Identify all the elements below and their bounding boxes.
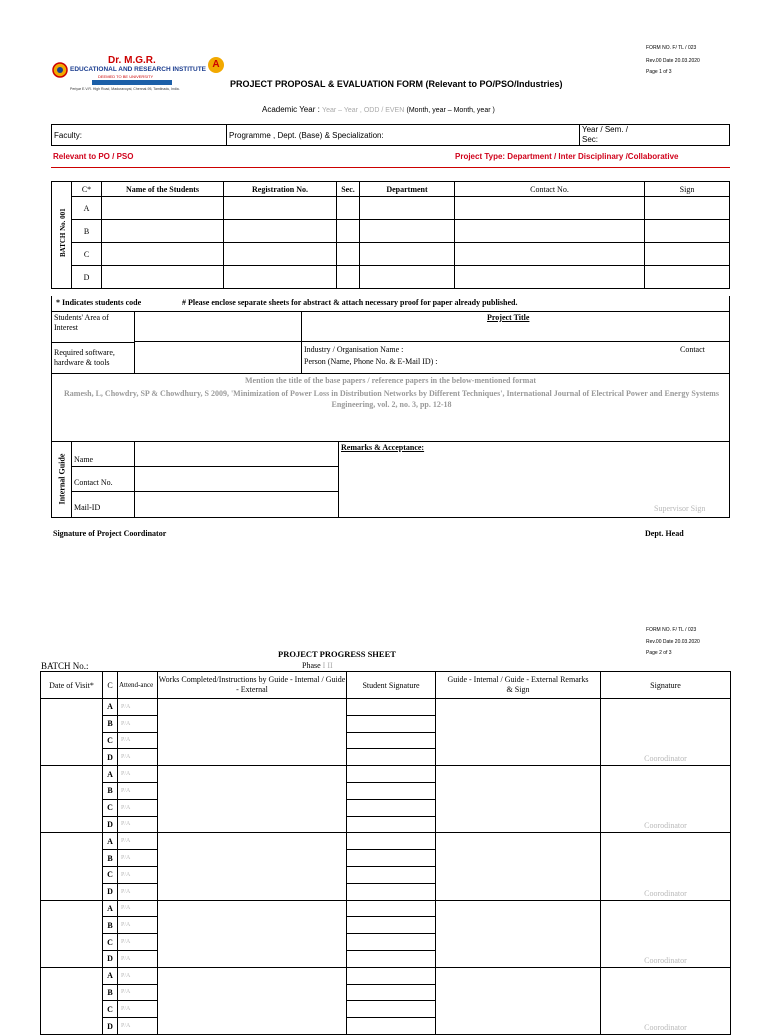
student-name-a[interactable] [102, 197, 224, 220]
reg-no-a[interactable] [224, 197, 337, 220]
reference-box [51, 374, 730, 442]
student-signature-cell[interactable] [347, 967, 436, 984]
guide-box [51, 442, 730, 518]
form-revision-p2: Rev.00 Date 20.03.2020 [646, 639, 700, 645]
header-student-signature: Student Signature [347, 672, 436, 699]
required-sw-input[interactable] [134, 342, 302, 373]
sign-b[interactable] [645, 220, 730, 243]
reg-no-c[interactable] [224, 243, 337, 266]
reference-example: Ramesh, L, Chowdry, SP & Chowdhury, S 2009, 'Minimization of Power Loss in Distribution Networks by Different Techniques', International Journal of Electrical Power and Energy Systems Engineering, vol. 2, no. 3, pp. 12-18 [64, 389, 719, 409]
coordinator-label: Coorodinator [644, 955, 687, 965]
project-title-input[interactable] [302, 324, 729, 342]
red-divider [51, 167, 730, 168]
student-signature-cell[interactable] [347, 883, 436, 900]
logo-deemed: DEEMED TO BE UNIVERSITY [98, 74, 154, 79]
student-name-c[interactable] [102, 243, 224, 266]
emblem-icon [52, 61, 68, 79]
student-signature-cell[interactable] [347, 766, 436, 783]
coordinator-signature-cell[interactable] [601, 833, 731, 900]
phase-row [302, 661, 333, 670]
student-signature-cell[interactable] [347, 799, 436, 816]
relevant-po-pso: Relevant to PO / PSO [53, 152, 134, 161]
works-completed-cell[interactable] [158, 833, 347, 900]
year-sem-label: Year / Sem. / [582, 125, 628, 134]
student-name-d[interactable] [102, 266, 224, 289]
students-table [51, 181, 730, 289]
progress-row [41, 900, 731, 917]
guide-remarks-cell[interactable] [436, 967, 601, 1034]
row-code: D [103, 749, 118, 766]
row-code: D [103, 1018, 118, 1035]
header-department: Department [360, 182, 455, 197]
page-number-p2: Page 2 of 3 [646, 650, 672, 656]
code-d: D [72, 266, 102, 289]
attendance-cell[interactable]: P/A [118, 1018, 158, 1035]
row-code: B [103, 715, 118, 732]
date-of-visit-cell[interactable] [41, 900, 103, 967]
works-completed-cell[interactable] [158, 900, 347, 967]
row-code: C [103, 866, 118, 883]
coordinator-signature-cell[interactable] [601, 699, 731, 766]
date-of-visit-cell[interactable] [41, 766, 103, 833]
form-number: FORM NO. F/ TL / 023 [646, 45, 697, 51]
student-signature-cell[interactable] [347, 934, 436, 951]
phase-label: Phase [302, 661, 321, 670]
student-signature-cell[interactable] [347, 732, 436, 749]
sec-c[interactable] [337, 243, 360, 266]
reg-no-b[interactable] [224, 220, 337, 243]
note-students: * Indicates students code [56, 298, 142, 307]
form-number-p2: FORM NO. F/ TL / 023 [646, 627, 697, 633]
code-a: A [72, 197, 102, 220]
row-code: B [103, 782, 118, 799]
row-code: D [103, 950, 118, 967]
university-logo [52, 55, 232, 97]
sign-c[interactable] [645, 243, 730, 266]
logo-name: Dr. M.G.R. [108, 55, 156, 66]
works-completed-cell[interactable] [158, 766, 347, 833]
reg-no-d[interactable] [224, 266, 337, 289]
dept-a[interactable] [360, 197, 455, 220]
faculty-label: Faculty: [52, 125, 227, 146]
date-of-visit-cell[interactable] [41, 967, 103, 1034]
header-guide-remarks: Guide - Internal / Guide - External Remarks & Sign [436, 672, 601, 699]
student-signature-cell[interactable] [347, 866, 436, 883]
guide-remarks-cell[interactable] [436, 699, 601, 766]
attendance-cell[interactable]: P/A [118, 799, 158, 816]
row-code: B [103, 984, 118, 1001]
guide-remarks-cell[interactable] [436, 833, 601, 900]
logo-badge-icon: A [208, 57, 224, 73]
industry-label: Industry / Organisation Name : [304, 345, 404, 354]
progress-row [41, 967, 731, 984]
attendance-cell[interactable]: P/A [118, 866, 158, 883]
programme-label: Programme , Dept. (Base) & Specialization: [227, 125, 580, 146]
contact-c[interactable] [455, 243, 645, 266]
sec-b[interactable] [337, 220, 360, 243]
row-code: B [103, 917, 118, 934]
header-contact: Contact No. [455, 182, 645, 197]
sec-a[interactable] [337, 197, 360, 220]
attendance-cell[interactable]: P/A [118, 833, 158, 850]
coordinator-label: Coorodinator [644, 888, 687, 898]
logo-ribbon [92, 80, 172, 85]
area-interest-label: Students' Area of Interest [54, 313, 109, 332]
logo-institute: EDUCATIONAL AND RESEARCH INSTITUTE [70, 66, 207, 73]
works-completed-cell[interactable] [158, 967, 347, 1034]
sec-label: Sec: [582, 135, 599, 144]
coordinator-signature-cell[interactable] [601, 967, 731, 1034]
batch-cell [52, 182, 72, 289]
attendance-cell[interactable]: P/A [118, 984, 158, 1001]
progress-table [40, 671, 731, 1035]
sign-d[interactable] [645, 266, 730, 289]
attendance-cell[interactable]: P/A [118, 1001, 158, 1018]
student-row-c [52, 243, 730, 266]
row-code: D [103, 816, 118, 833]
header-c: C [103, 672, 118, 699]
student-signature-cell[interactable] [347, 782, 436, 799]
progress-row [41, 766, 731, 783]
note-enclose: # Please enclose separate sheets for abstract & attach necessary proof for paper already published. [182, 298, 518, 307]
student-row-b [52, 220, 730, 243]
remarks-label: Remarks & Acceptance: [341, 443, 425, 452]
guide-name-label: Name [74, 455, 94, 464]
details-box [51, 311, 730, 374]
code-b: B [72, 220, 102, 243]
coordinator-signature-cell[interactable] [601, 900, 731, 967]
project-type: Project Type: Department / Inter Disciplinary /Collaborative [455, 152, 679, 161]
student-signature-cell[interactable] [347, 1001, 436, 1018]
row-code: D [103, 883, 118, 900]
attendance-cell[interactable]: P/A [118, 900, 158, 917]
coordinator-label: Coorodinator [644, 821, 687, 831]
batch-no-label: BATCH No.: [41, 661, 89, 671]
header-code: C* [72, 182, 102, 197]
coordinator-signature: Signature of Project Coordinator [53, 529, 167, 538]
academic-year-value: Year – Year , ODD / EVEN [322, 107, 405, 114]
attendance-cell[interactable]: P/A [118, 782, 158, 799]
progress-sheet-title: PROJECT PROGRESS SHEET [278, 649, 396, 659]
progress-row [41, 699, 731, 716]
attendance-cell[interactable]: P/A [118, 917, 158, 934]
guide-value-col[interactable] [135, 442, 339, 517]
student-name-b[interactable] [102, 220, 224, 243]
year-sem-cell [580, 125, 730, 146]
supervisor-sign: Supervisor Sign [654, 504, 706, 513]
header-registration: Registration No. [224, 182, 337, 197]
dept-head: Dept. Head [645, 529, 684, 538]
date-of-visit-cell[interactable] [41, 699, 103, 766]
contact-b[interactable] [455, 220, 645, 243]
notes-row [51, 296, 730, 312]
student-signature-cell[interactable] [347, 749, 436, 766]
phase-values: I II [322, 661, 333, 670]
form-revision: Rev.00 Date 20.03.2020 [646, 58, 700, 64]
student-signature-cell[interactable] [347, 950, 436, 967]
attendance-cell[interactable]: P/A [118, 766, 158, 783]
required-sw-label: Required software, hardware & tools [54, 348, 115, 367]
guide-remarks-cell[interactable] [436, 766, 601, 833]
dept-b[interactable] [360, 220, 455, 243]
header-works: Works Completed/Instructions by Guide - Internal / Guide - External [158, 672, 347, 699]
works-completed-cell[interactable] [158, 699, 347, 766]
code-c: C [72, 243, 102, 266]
guide-remarks-cell[interactable] [436, 900, 601, 967]
batch-label: BATCH No. 001 [59, 208, 67, 257]
student-signature-cell[interactable] [347, 1018, 436, 1035]
attendance-cell[interactable]: P/A [118, 883, 158, 900]
student-signature-cell[interactable] [347, 699, 436, 716]
contact-a[interactable] [455, 197, 645, 220]
contact-d[interactable] [455, 266, 645, 289]
area-interest-input[interactable] [134, 312, 302, 342]
coordinator-signature-cell[interactable] [601, 766, 731, 833]
area-divider [52, 342, 134, 343]
header-student-name: Name of the Students [102, 182, 224, 197]
guide-mail-label: Mail-ID [74, 503, 101, 512]
row-code: C [103, 799, 118, 816]
progress-row [41, 833, 731, 850]
student-signature-cell[interactable] [347, 984, 436, 1001]
page-title: PROJECT PROPOSAL & EVALUATION FORM (Relevant to PO/PSO/Industries) [230, 79, 563, 89]
academic-year-label: Academic Year : [262, 105, 320, 114]
attendance-cell[interactable]: P/A [118, 950, 158, 967]
academic-year-extra: (Month, year – Month, year ) [406, 107, 495, 114]
mention-label: Mention the title of the base papers / reference papers in the below-mentioned format [245, 376, 536, 385]
dept-d[interactable] [360, 266, 455, 289]
row-code: C [103, 1001, 118, 1018]
student-signature-cell[interactable] [347, 715, 436, 732]
attendance-cell[interactable]: P/A [118, 732, 158, 749]
attendance-cell[interactable]: P/A [118, 699, 158, 716]
row-code: A [103, 967, 118, 984]
coordinator-label: Coorodinator [644, 1022, 687, 1032]
sign-a[interactable] [645, 197, 730, 220]
attendance-cell[interactable]: P/A [118, 749, 158, 766]
row-code: A [103, 699, 118, 716]
student-signature-cell[interactable] [347, 917, 436, 934]
student-signature-cell[interactable] [347, 900, 436, 917]
row-code: C [103, 934, 118, 951]
attendance-cell[interactable]: P/A [118, 967, 158, 984]
faculty-table [51, 124, 730, 146]
header-attendance: Attend-ance [118, 672, 158, 699]
internal-guide-label: Internal Guide [57, 453, 67, 505]
header-date-visit: Date of Visit* [41, 672, 103, 699]
student-signature-cell[interactable] [347, 833, 436, 850]
attendance-cell[interactable]: P/A [118, 934, 158, 951]
progress-body [41, 699, 731, 1035]
date-of-visit-cell[interactable] [41, 833, 103, 900]
student-signature-cell[interactable] [347, 850, 436, 867]
academic-year [262, 105, 495, 114]
row-code: A [103, 833, 118, 850]
header-signature: Signature [601, 672, 731, 699]
student-row-a [52, 197, 730, 220]
sec-d[interactable] [337, 266, 360, 289]
student-row-d [52, 266, 730, 289]
page-number: Page 1 of 3 [646, 69, 672, 75]
row-code: C [103, 732, 118, 749]
header-sign: Sign [645, 182, 730, 197]
person-label: Person (Name, Phone No. & E-Mail ID) : [304, 357, 438, 366]
attendance-cell[interactable]: P/A [118, 816, 158, 833]
attendance-cell[interactable]: P/A [118, 850, 158, 867]
row-code: A [103, 766, 118, 783]
row-code: B [103, 850, 118, 867]
attendance-cell[interactable]: P/A [118, 715, 158, 732]
logo-address: Periyar E.V.R. High Road, Maduravoyal, Chennai-95, Tamilnadu, India. [70, 87, 180, 91]
row-code: A [103, 900, 118, 917]
project-title-label: Project Title [487, 313, 530, 322]
student-signature-cell[interactable] [347, 816, 436, 833]
header-sec: Sec. [337, 182, 360, 197]
dept-c[interactable] [360, 243, 455, 266]
guide-contact-label: Contact No. [74, 478, 113, 487]
contact-label: Contact [680, 345, 705, 354]
coordinator-label: Coorodinator [644, 754, 687, 764]
